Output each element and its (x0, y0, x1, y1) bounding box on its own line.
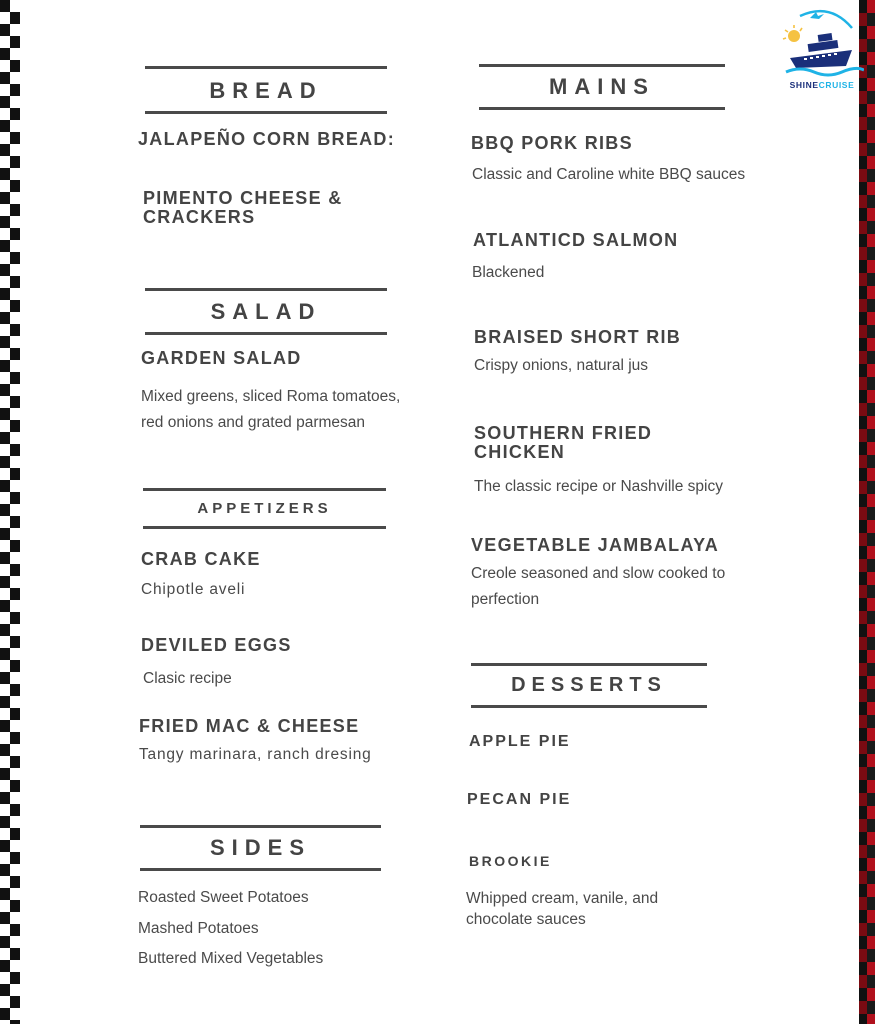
header-rule (143, 526, 386, 529)
menu-item-name: ATLANTICD SALMON (473, 230, 679, 250)
header-rule (140, 868, 381, 871)
menu-item-name-line: CRACKERS (143, 207, 256, 227)
logo-word-cruise: CRUISE (818, 80, 855, 90)
menu-item-desc: The classic recipe or Nashville spicy (474, 478, 723, 495)
checkered-border-right (859, 0, 875, 1024)
side-item: Roasted Sweet Potatoes (138, 889, 309, 906)
bread-header (145, 66, 387, 114)
menu-item-name-line: SOUTHERN FRIED (474, 423, 653, 443)
sides-header (140, 825, 381, 871)
menu-item-desc: Classic and Caroline white BBQ sauces (472, 166, 746, 183)
bread-title: BREAD (209, 78, 323, 103)
appetizers-header (143, 488, 386, 529)
header-rule (143, 488, 386, 491)
header-rule (145, 111, 387, 114)
mains-header (479, 64, 725, 110)
menu-item-desc: Chipotle aveli (141, 581, 246, 598)
side-item: Buttered Mixed Vegetables (138, 950, 324, 967)
menu-item-desc (471, 561, 725, 613)
menu-item-desc: Clasic recipe (143, 670, 232, 687)
menu-item-desc-line: chocolate sauces (466, 911, 586, 928)
header-rule (471, 705, 707, 708)
header-rule (471, 663, 707, 666)
sun-icon (783, 25, 802, 42)
menu-item-name: GARDEN SALAD (141, 348, 302, 368)
mains-title: MAINS (549, 74, 655, 99)
menu-item-desc: Crispy onions, natural jus (474, 357, 649, 374)
menu-item-desc-line: red onions and grated parmesan (141, 414, 366, 431)
logo-word-shine: SHINE (789, 80, 819, 90)
menu-item-name: PECAN PIE (467, 791, 572, 808)
sides-title: SIDES (209, 835, 312, 860)
menu-item-desc: Tangy marinara, ranch dresing (139, 746, 372, 763)
salad-header (145, 288, 387, 335)
menu-item-name (143, 189, 343, 227)
menu-item-name: CRAB CAKE (141, 549, 261, 569)
menu-item-name: DEVILED EGGS (141, 635, 292, 655)
menu-item-name-line: PIMENTO CHEESE & (143, 188, 343, 208)
menu-item-desc-line: Creole seasoned and slow cooked to (471, 565, 726, 582)
wave-icon (786, 68, 864, 75)
menu-item-name (474, 424, 652, 461)
menu-item-name: VEGETABLE JAMBALAYA (471, 535, 720, 555)
menu-item-desc (141, 384, 400, 436)
desserts-title: DESSERTS (511, 674, 667, 696)
checkered-border-left (0, 0, 20, 1024)
menu-item-desc-line: perfection (471, 591, 540, 608)
menu-item-name: APPLE PIE (469, 733, 571, 750)
logo-wordmark (780, 80, 864, 90)
menu-item-desc-line: Whipped cream, vanile, and (466, 890, 659, 907)
appetizers-title: APPETIZERS (197, 500, 332, 517)
desserts-header (471, 663, 707, 708)
header-rule (145, 66, 387, 69)
menu-item-desc-line: Mixed greens, sliced Roma tomatoes, (141, 388, 401, 405)
menu-item-name: BROOKIE (469, 853, 552, 869)
salad-title: SALAD (210, 299, 322, 324)
arc-icon (800, 11, 852, 28)
menu-item-name: BRAISED SHORT RIB (474, 327, 682, 347)
header-rule (140, 825, 381, 828)
header-rule (145, 288, 387, 291)
menu-item-name-line: CHICKEN (474, 441, 566, 462)
menu-item-name: BBQ PORK RIBS (471, 133, 633, 153)
header-rule (145, 332, 387, 335)
sides-list (138, 883, 323, 975)
menu-item-name: FRIED MAC & CHEESE (139, 716, 360, 736)
header-rule (479, 64, 725, 67)
header-rule (479, 107, 725, 110)
menu-item-desc: Blackened (472, 264, 545, 281)
menu-item-desc (466, 888, 658, 930)
menu-item-name: JALAPEÑO CORN BREAD: (138, 129, 396, 149)
side-item: Mashed Potatoes (138, 919, 259, 937)
